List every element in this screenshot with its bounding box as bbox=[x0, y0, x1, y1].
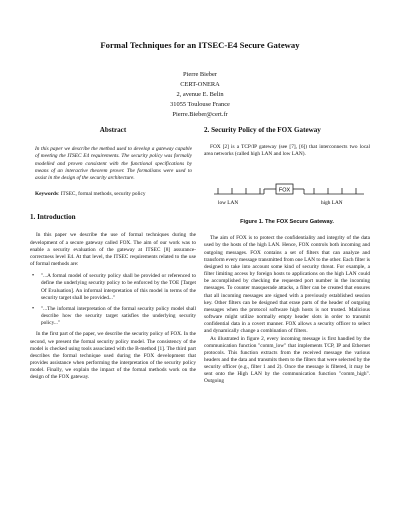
abstract-text: In this paper we describe the method used to develop a gateway capable of meeting the ITSEC E4 requirements. The security policy was formally modelled and proven consistent with the functional specifications by means of an interactive theorem prover. The formalisms were used to assist in the design of the security architecture. bbox=[35, 146, 192, 182]
intro-heading: 1. Introduction bbox=[30, 213, 76, 222]
author-block bbox=[0, 70, 400, 120]
keywords-list: : ITSEC, formal methods, security policy bbox=[57, 191, 146, 198]
list-item-text: "...A formal model of security policy shall be provided or referenced to define the underlying security policy to be enforced by the TOE [Target Of Evaluation]. An informal interpretation of this model in terms of the security target shall be provided..." bbox=[41, 273, 196, 301]
high-lan-label: high LAN bbox=[321, 200, 343, 207]
section2-paragraph-2: The aim of FOX is to protect the confidentiality and integrity of the data used by the hosts of the high LAN. Hence, FOX controls both incoming and outgoing messages. FOX contains a set of filters that can analyze and transform every message transmitted from one LAN to the other. Each filter is designed to take into account some kind of security threat. For example, a filter limiting access by foreign hosts to applications on the high LAN could be accomplished by checking the requested port number in the incoming messages. To counter masquerade attacks, a filter can be created that ensures that all incoming messages are signed with a previously established session key. Other filters can be designed that erase parts of the header of outgoing messages when the protocol software high hosts is not trusted. Malicious software might utilize normally empty header slots in order to transmit confidential data in a covert manner. FOX allows a security officer to select and dynamically change a combination of filters. bbox=[204, 235, 370, 335]
fox-box-label: FOX bbox=[278, 187, 291, 194]
section2-paragraph-3: As illustrated in figure 2, every incoming message is first handled by the communication function "comm_low" that implements TCP, IP and Ethernet protocols. This function extracts from the received message the various headers and the data and transmits them to the filters that were selected by the security officer (e.g., filter 1 and 2). Once the message is filtered, it may be sent onto the High LAN by the communication function "comm_high". Outgoing bbox=[204, 335, 370, 385]
author-affiliation: CERT-ONERA bbox=[180, 80, 220, 88]
author-address-street: 2, avenue E. Belin bbox=[176, 90, 224, 98]
bullet-icon: • bbox=[32, 305, 35, 312]
abstract-heading: Abstract bbox=[99, 126, 127, 134]
keywords-line bbox=[35, 191, 196, 198]
author-address-city: 31055 Toulouse France bbox=[170, 100, 230, 108]
network-diagram bbox=[204, 164, 374, 216]
right-column bbox=[204, 126, 370, 386]
list-item-text: "...The informal interpretation of the formal security policy model shall describe how the security target satisfies the underlying security policy..." bbox=[41, 305, 196, 327]
author-email: Pierre.Bieber@cert.fr bbox=[172, 110, 228, 118]
intro-paragraph-2: In the first part of the paper, we describe the security policy of FOX. In the second, we present the formal security policy model. The consistency of the model is checked using tools associated with the B-method [1]. The third part describes the formal technique used during the FOX development that provides assistance when performing the interpretation of the security policy model. Finally, we explain the impact of the formal methods work on the design of the FOX gateway. bbox=[30, 331, 196, 381]
section2-heading: 2. Security Policy of the FOX Gateway bbox=[204, 126, 321, 134]
intro-paragraph-1: In this paper we describe the use of formal techniques during the development of a secure gateway called FOX. The aim of our work was to enable a security evaluation of the gateway at ITSEC [8] assurance-correctness level E4. At that level, the ITSEC requirements related to the use of formal methods are: bbox=[30, 232, 196, 268]
keywords-label: Keywords bbox=[35, 191, 58, 198]
paper-title: Formal Techniques for an ITSEC-E4 Secure Gateway bbox=[100, 40, 300, 50]
section2-paragraph-1: FOX [2] is a TCP/IP gateway (see [7], [6]) that interconnects two local area networks (called high LAN and low LAN). bbox=[204, 144, 370, 158]
left-column bbox=[30, 126, 196, 381]
list-item bbox=[30, 273, 196, 302]
bullet-icon: • bbox=[32, 273, 35, 280]
fox-gateway-figure bbox=[204, 164, 374, 216]
requirements-list bbox=[30, 273, 196, 327]
low-lan-label: low LAN bbox=[218, 200, 239, 207]
list-item bbox=[30, 306, 196, 327]
figure-caption: Figure 1. The FOX Secure Gateway. bbox=[240, 219, 334, 226]
author-name: Pierre Bieber bbox=[183, 71, 217, 78]
